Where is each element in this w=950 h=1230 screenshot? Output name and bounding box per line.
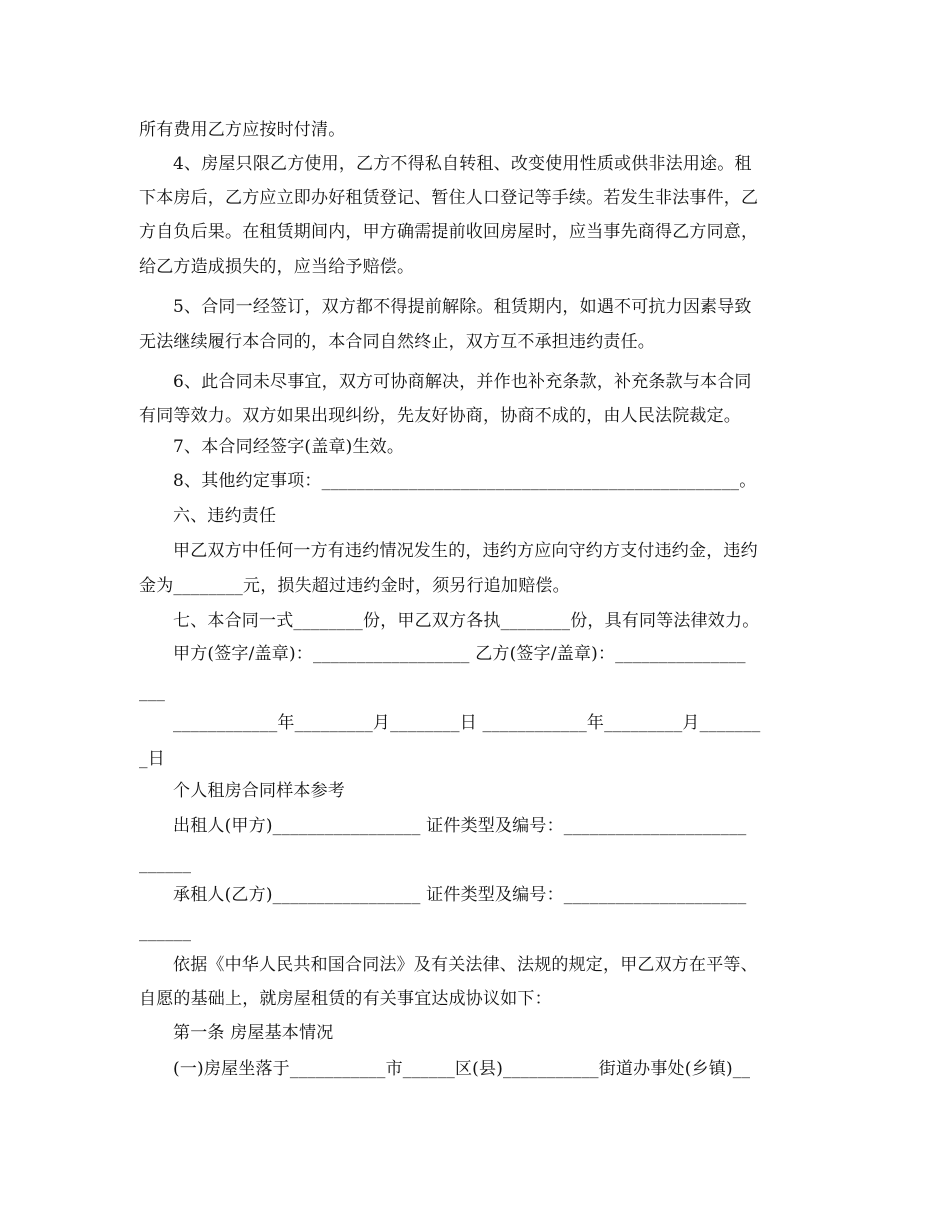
- text-line: 依据《中华人民共和国合同法》及有关法律、法规的规定，甲乙双方在平等、: [173, 955, 758, 975]
- section-heading: 第一条 房屋基本情况: [173, 1023, 334, 1043]
- clause-7: 7、本合同经签字(盖章)生效。: [173, 437, 405, 457]
- clause-8: 8、其他约定事项：________________________________________________。: [173, 471, 757, 491]
- text-line: 所有费用乙方应按时付清。: [139, 120, 346, 140]
- text-line: 方自负后果。在租赁期间内，甲方确需提前收回房屋时，应当事先商得乙方同意，: [139, 222, 759, 242]
- clause-4: 4、房屋只限乙方使用，乙方不得私自转租、改变使用性质或供非法用途。租: [173, 154, 752, 174]
- section-heading: 六、违约责任: [173, 506, 277, 526]
- lessee-line-continued: ______: [139, 922, 192, 942]
- text-line: 有同等效力。双方如果出现纠纷，先友好协商，协商不成的，由人民法院裁定。: [139, 406, 741, 426]
- clause-6: 6、此合同未尽事宜，双方可协商解决，并作也补充条款，补充条款与本合同: [173, 372, 752, 392]
- text-line: 下本房后，乙方应立即办好租赁登记、暂住人口登记等手续。若发生非法事件，乙: [139, 188, 759, 208]
- text-line: 金为________元，损失超过违约金时，须另行追加赔偿。: [139, 576, 570, 596]
- date-line: ____________年_________月________日 ____________年_________月_______: [173, 713, 761, 733]
- signature-line: 甲方(签字/盖章)：__________________ 乙方(签字/盖章)：_______________: [173, 644, 746, 664]
- text-line: 甲乙双方中任何一方有违约情况发生的，违约方应向守约方支付违约金，违约: [173, 541, 758, 561]
- signature-line-continued: ___: [139, 682, 166, 702]
- section-heading: 个人租房合同样本参考: [173, 781, 345, 801]
- lessor-line-continued: ______: [139, 854, 192, 874]
- clause-5: 5、合同一经签订，双方都不得提前解除。租赁期内，如遇不可抗力因素导致: [173, 297, 752, 317]
- text-line: 无法继续履行本合同的，本合同自然终止，双方互不承担违约责任。: [139, 332, 655, 352]
- lessor-line: 出租人(甲方)_________________ 证件类型及编号：_____________________: [173, 816, 747, 836]
- date-line-continued: _日: [139, 749, 165, 769]
- text-line: (一)房屋坐落于___________市______区(县)___________街道办事处(乡镇)__: [173, 1059, 751, 1079]
- section-heading: 七、本合同一式________份，甲乙双方各执________份，具有同等法律效力。: [173, 611, 760, 631]
- text-line: 给乙方造成损失的，应当给予赔偿。: [139, 257, 415, 277]
- text-line: 自愿的基础上，就房屋租赁的有关事宜达成协议如下：: [139, 989, 552, 1009]
- lessee-line: 承租人(乙方)_________________ 证件类型及编号：_____________________: [173, 885, 747, 905]
